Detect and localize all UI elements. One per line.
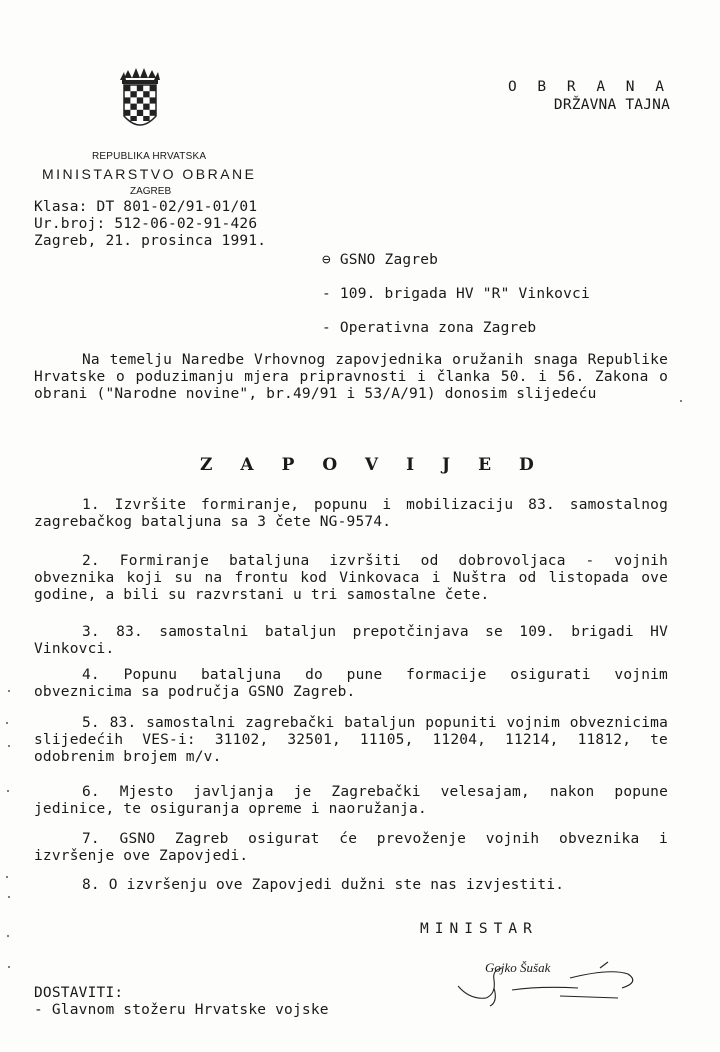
org-city: ZAGREB bbox=[130, 186, 172, 197]
scan-speck bbox=[8, 896, 10, 898]
recipient-2: - 109. brigada HV "R" Vinkovci bbox=[322, 286, 590, 302]
order-item-2: 2. Formiranje bataljuna izvršiti od dobrovoljaca - vojnih obveznika koji su na frontu kod Vinkovaca i Nuštra od listopada ove godine, a bili su razvrstani u tri samostalne čete. bbox=[34, 553, 668, 603]
scan-speck bbox=[7, 935, 9, 937]
recipients-list bbox=[322, 243, 590, 345]
distribution-heading: DOSTAVITI: bbox=[34, 985, 124, 1001]
distribution-line1: - Glavnom stožeru Hrvatske vojske bbox=[34, 1002, 329, 1018]
coat-of-arms-icon bbox=[118, 68, 162, 142]
intro-paragraph: Na temelju Naredbe Vrhovnog zapovjednika oružanih snaga Republike Hrvatske o poduzimanju mjera pripravnosti i članka 50. i 56. Zakona o obrani ("Narodne novine", br.49/91 i 53/A/91) donosim slijedeću bbox=[34, 352, 668, 402]
classification-line1: O B R A N A bbox=[507, 79, 670, 95]
document-meta bbox=[34, 199, 266, 250]
scan-speck bbox=[8, 745, 10, 747]
scan-speck bbox=[8, 690, 10, 692]
document-date: Zagreb, 21. prosinca 1991. bbox=[34, 233, 267, 249]
order-item-7: 7. GSNO Zagreb osigurat će prevoženje vojnih obveznika i izvršenje ove Zapovjedi. bbox=[34, 831, 668, 864]
org-ministry: MINISTARSTVO OBRANE bbox=[42, 166, 257, 182]
scan-speck bbox=[8, 966, 10, 968]
scan-speck bbox=[7, 790, 9, 792]
distribution-block bbox=[34, 985, 329, 1019]
order-item-1: 1. Izvršite formiranje, popunu i mobilizaciju 83. samostalnog zagrebačkog bataljuna sa 3 čete NG-9574. bbox=[34, 497, 668, 530]
org-republic: REPUBLIKA HRVATSKA bbox=[92, 151, 207, 162]
scan-speck bbox=[6, 722, 8, 724]
document-title: ZAPOVIJED bbox=[200, 455, 562, 475]
order-item-4: 4. Popunu bataljuna do pune formacije osigurati vojnim obveznicima sa područja GSNO Zagreb. bbox=[34, 667, 668, 700]
urbroj: Ur.broj: 512-06-02-91-426 bbox=[34, 216, 258, 232]
signature-name: Gojko Šušak bbox=[485, 960, 551, 975]
signature-title: MINISTAR bbox=[420, 921, 538, 937]
handwritten-signature-icon bbox=[450, 958, 660, 1008]
klasa: Klasa: DT 801-02/91-01/01 bbox=[34, 199, 258, 215]
order-item-8: 8. O izvršenju ove Zapovjedi dužni ste nas izvjestiti. bbox=[82, 877, 565, 893]
classification-line2: DRŽAVNA TAJNA bbox=[553, 97, 670, 113]
recipient-1: ⊖ GSNO Zagreb bbox=[322, 252, 439, 268]
recipient-3: - Operativna zona Zagreb bbox=[322, 320, 537, 336]
order-item-5: 5. 83. samostalni zagrebački bataljun popuniti vojnim obveznicima slijedećih VES-i: 31102, 32501, 11105, 11204, 11214, 11812, te odobrenim brojem m/v. bbox=[34, 715, 668, 765]
scan-speck bbox=[6, 876, 8, 878]
circle-minus-icon: ⊖ bbox=[322, 252, 331, 268]
classification-block bbox=[508, 78, 670, 114]
order-item-6: 6. Mjesto javljanja je Zagrebački velesajam, nakon popune jedinice, te osiguranja opreme i naoružanja. bbox=[34, 784, 668, 817]
scan-speck bbox=[680, 400, 682, 402]
order-item-3: 3. 83. samostalni bataljun prepotčinjava se 109. brigadi HV Vinkovci. bbox=[34, 624, 668, 657]
